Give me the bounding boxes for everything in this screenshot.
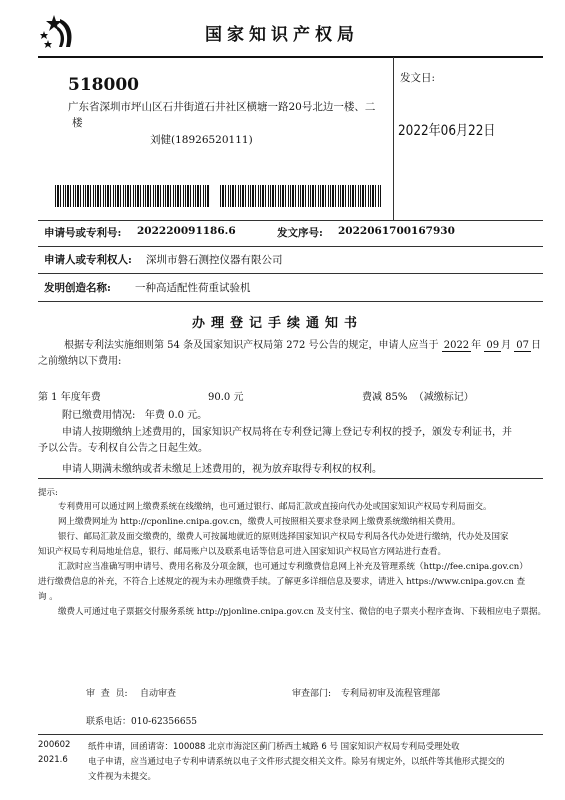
day-unit: 日	[531, 340, 542, 351]
rule-5	[38, 478, 543, 479]
footer-line: 文件视为未提交。	[88, 772, 157, 782]
intro-continuation: 之前缴纳以下费用:	[38, 356, 122, 367]
postal-code: 518000	[68, 75, 139, 95]
rule-3	[38, 273, 543, 274]
footer-line: 纸件申请，回函请寄：100088 北京市海淀区蓟门桥西土城路 6 号 国家知识产权局专利局受理处收	[88, 742, 460, 752]
examiner-name: 自动审查	[140, 689, 177, 699]
due-month: 09	[486, 340, 500, 351]
tip-line: 汇款时应当准确写明申请号、费用名称及分项金额，也可通过专利缴费信息网上补充及管理系统（http://fee.cnipa.gov.cn）	[58, 562, 528, 572]
department-name: 专利局初审及流程管理部	[341, 689, 441, 699]
address-line-1: 广东省深圳市坪山区石井街道石井社区横塘一路20号北边一楼、二	[68, 101, 376, 113]
notice-paragraph-1	[38, 425, 550, 457]
tips-heading: 提示:	[38, 488, 58, 498]
recipient: 刘健(18926520111)	[150, 134, 253, 146]
header-title: 国家知识产权局	[205, 25, 359, 45]
form-version: 2021.6	[38, 755, 68, 765]
para1-line1: 申请人按期缴纳上述费用的，国家知识产权局将在专利登记簿上登记专利权的授予，颁发专利证书，并	[62, 427, 512, 438]
invention-label: 发明创造名称:	[44, 282, 111, 294]
contact-phone: 联系电话：010-62356655	[86, 717, 198, 727]
intro-text: 根据专利法实施细则第 54 条及国家知识产权局第 272 号公告的规定，申请人应当于	[64, 340, 439, 351]
examiner-label: 审 查 员:	[86, 689, 128, 699]
notice-intro	[64, 336, 541, 351]
due-year: 2022	[443, 340, 470, 351]
notice-paragraph-2: 申请人期满未缴纳或者未缴足上述费用的，视为放弃取得专利权的权利。	[62, 464, 382, 475]
notice-title: 办理登记手续通知书	[192, 316, 364, 331]
tip-line: 询 。	[38, 592, 58, 602]
tip-line: 缴费人可通过电子票据交付服务系统 http://pjonline.cnipa.gov.cn 及支付宝、微信的电子票夹小程序查询、下载相应电子票据。	[58, 607, 547, 617]
barcode-right	[220, 185, 382, 207]
barcode-left	[55, 185, 210, 207]
fee-reduction: 费减 85% （减缴标记）	[362, 392, 474, 403]
application-number-label: 申请号或专利号:	[44, 227, 122, 239]
applicant-label: 申请人或专利权人:	[44, 254, 132, 266]
department-label: 审查部门:	[292, 689, 332, 699]
rule-2	[38, 246, 543, 247]
year-unit: 年	[471, 340, 482, 351]
paid-status: 附已缴费用情况: 年费 0.0 元。	[62, 410, 208, 421]
due-day: 07	[516, 340, 530, 351]
fee-name: 第 1 年度年费	[38, 392, 101, 403]
footer-rule	[38, 734, 543, 735]
serial-number: 2022061700167930	[338, 225, 455, 237]
tip-line: 网上缴费网址为 http://cponline.cnipa.gov.cn，缴费人可按照相关要求登录网上缴费系统缴纳相关费用。	[58, 517, 461, 527]
form-code: 200602	[38, 740, 71, 750]
rule-1	[38, 220, 543, 221]
header-rule	[38, 56, 543, 58]
tip-line: 银行、邮局汇款及面交缴费的，缴费人可按属地就近的原则选择国家知识产权局专利局各代办处进行缴纳，代办处及国家	[58, 532, 509, 542]
serial-number-label: 发文序号:	[277, 227, 323, 239]
footer-line: 电子申请，应当通过电子专利申请系统以电子文件形式提交相关文件。除另有规定外，以纸件等其他形式提交的	[88, 757, 505, 767]
tip-line: 进行缴费信息的补充，不符合上述规定的视为未办理缴费手续。了解更多详细信息及要求，请进入 https://www.cnipa.gov.cn 查	[38, 577, 526, 587]
para1-line2: 予以公告。专利权自公告之日起生效。	[38, 443, 208, 454]
invention-title: 一种高适配性荷重试验机	[135, 282, 251, 294]
tips-body	[38, 500, 550, 620]
dispatch-date: 2022年06月22日	[398, 123, 496, 139]
fee-amount: 90.0 元	[208, 392, 244, 403]
application-number: 202220091186.6	[137, 225, 236, 237]
footer-notes	[88, 740, 548, 785]
dispatch-date-label: 发文日:	[400, 72, 436, 84]
cnipa-logo	[40, 13, 76, 49]
applicant-name: 深圳市磐石测控仪器有限公司	[146, 254, 283, 266]
rule-4	[38, 301, 543, 302]
tip-line: 知识产权局专利局地址信息，银行、邮局账户以及联系电话等信息可进入国家知识产权局官方网站进行查看。	[38, 547, 447, 557]
address-divider	[393, 57, 394, 220]
month-unit: 月	[501, 340, 512, 351]
tip-line: 专利费用可以通过网上缴费系统在线缴纳，也可通过银行、邮局汇款或直接向代办处或国家知识产权局专利局面交。	[58, 502, 492, 512]
address-line-2: 楼	[72, 117, 83, 129]
